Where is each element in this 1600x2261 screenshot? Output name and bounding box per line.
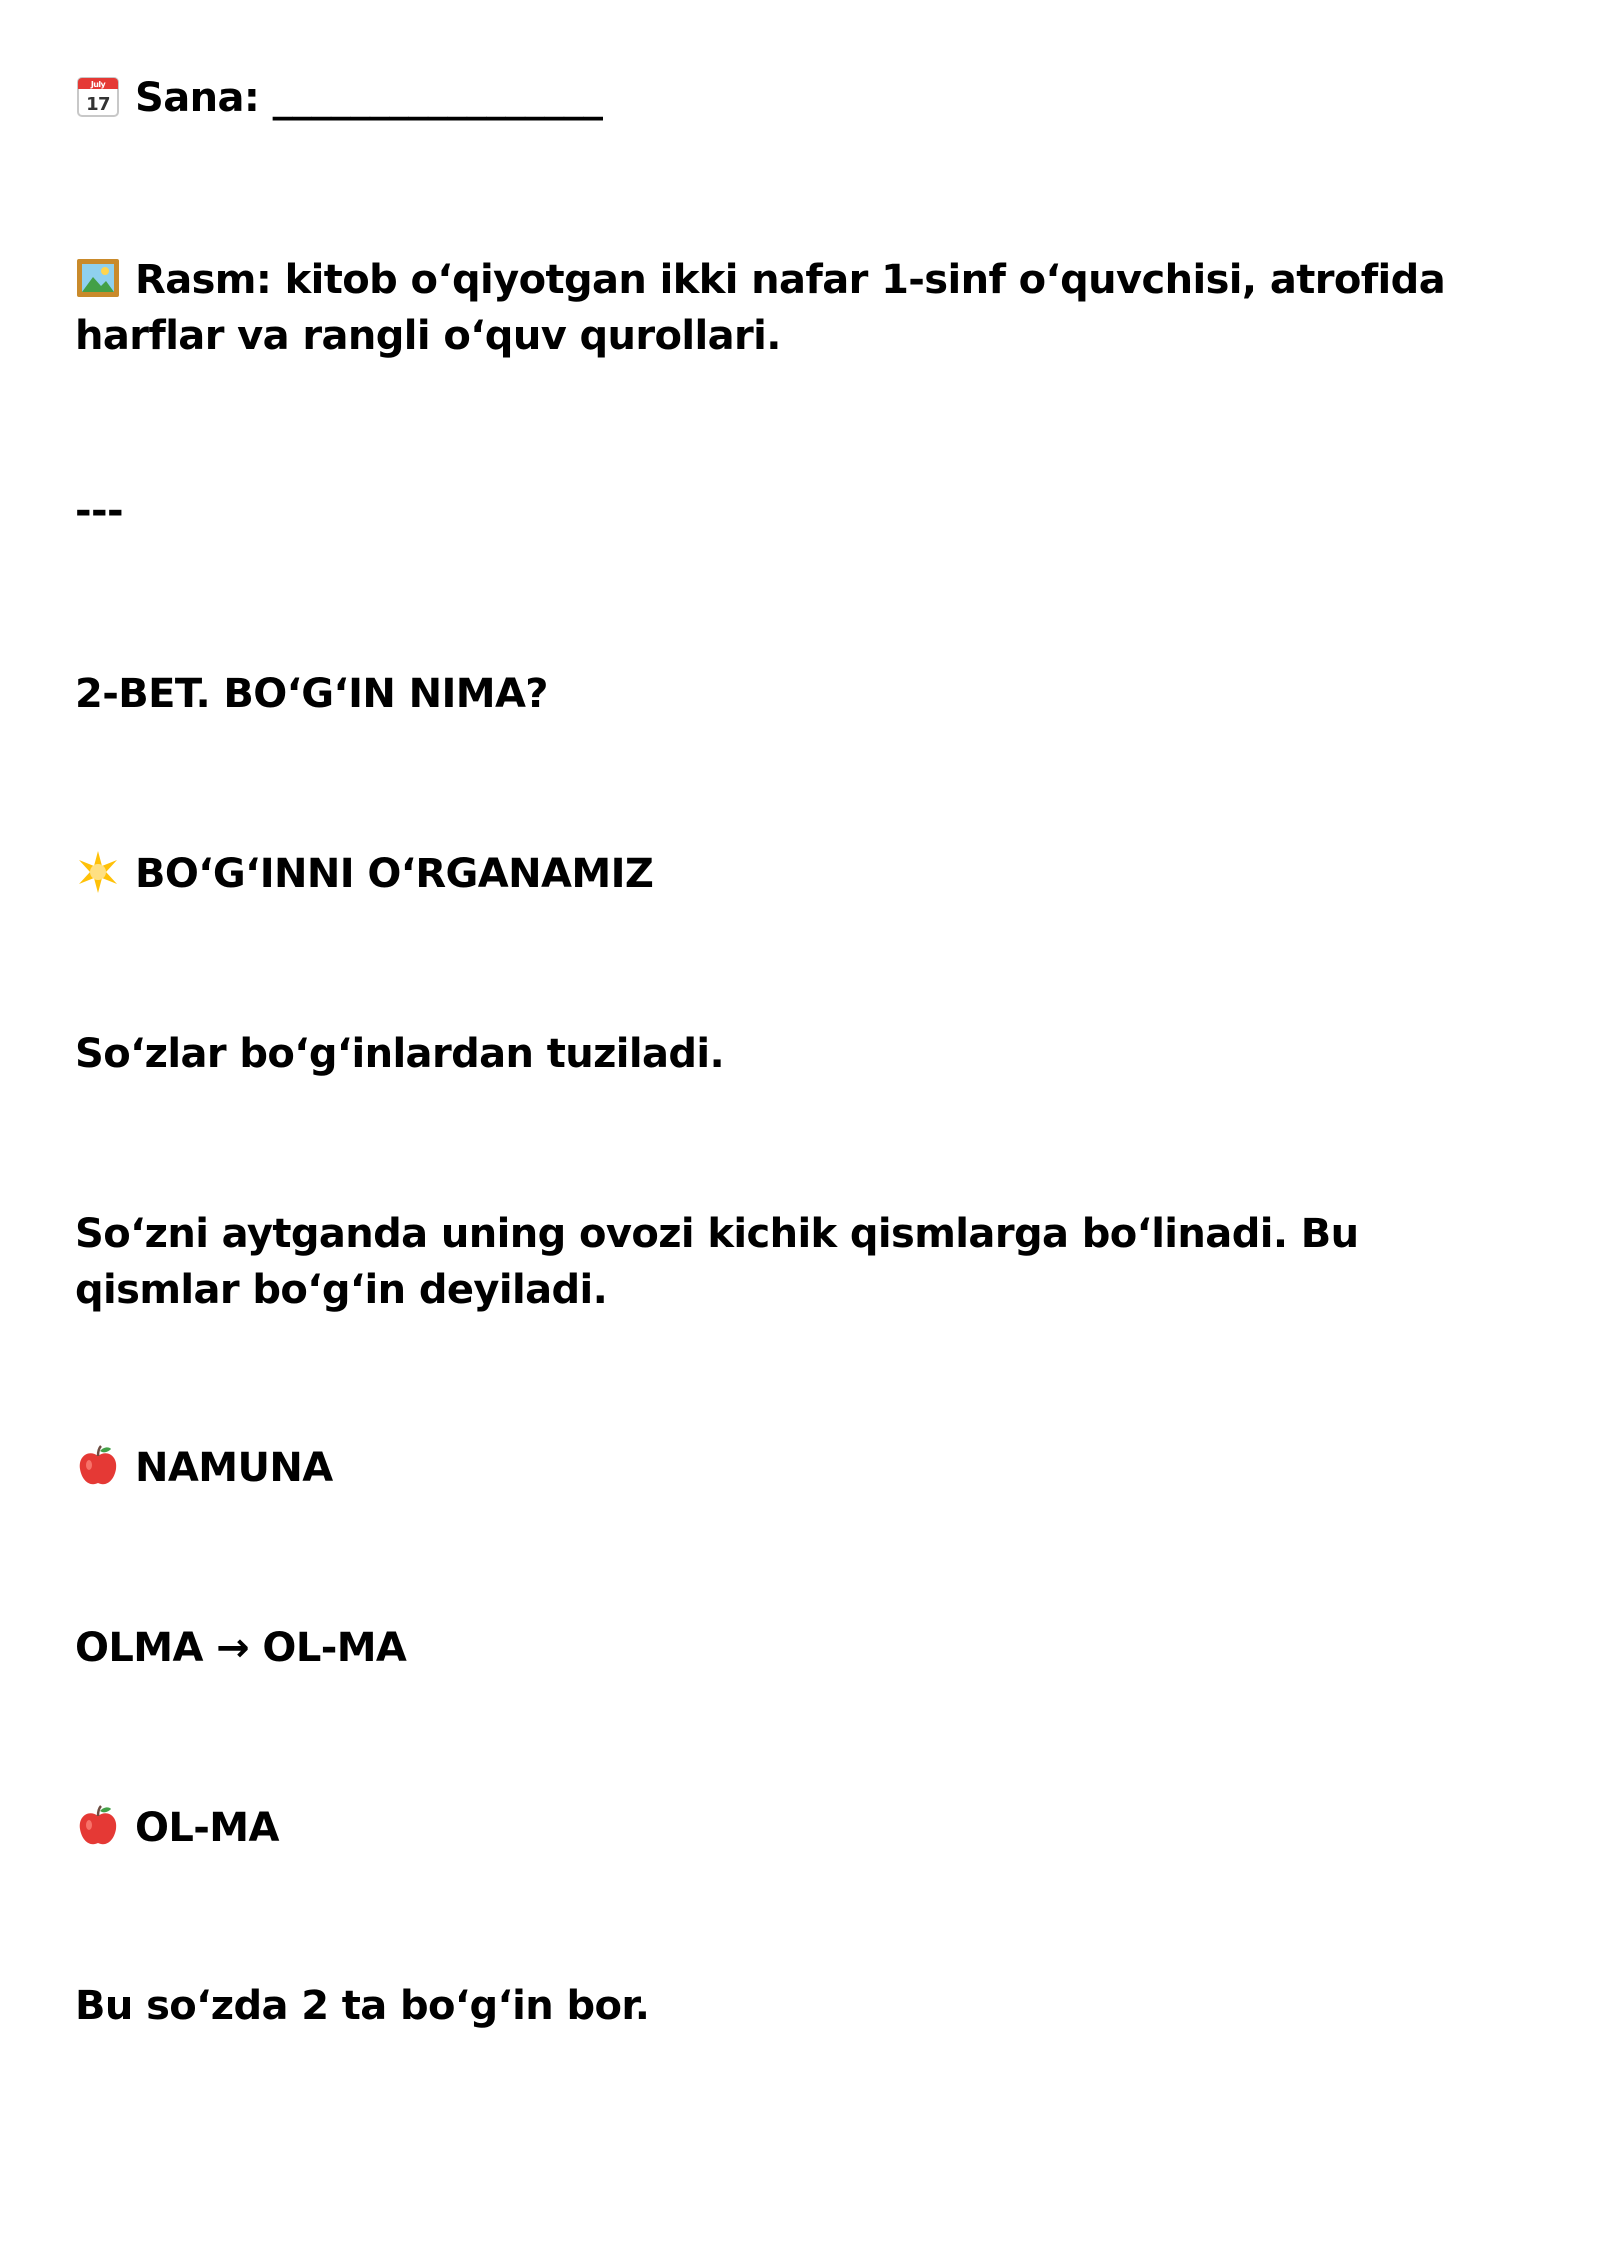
section-heading bbox=[75, 846, 1535, 902]
date-blank: _________________ bbox=[272, 75, 603, 121]
example-syllables-text: OL-MA bbox=[135, 1805, 279, 1851]
page-heading: 2-BET. BOʻGʻIN NIMA? bbox=[75, 671, 548, 717]
calendar-icon-day: 17 bbox=[86, 94, 110, 115]
example-heading bbox=[75, 1440, 1535, 1496]
paragraph-2: Soʻzni aytganda uning ovozi kichik qismlarga boʻlinadi. Bu qismlar boʻgʻin deyiladi. bbox=[75, 1211, 1359, 1313]
star-icon bbox=[75, 849, 121, 895]
example-split: OLMA → OL-MA bbox=[75, 1625, 407, 1671]
calendar-icon bbox=[75, 73, 121, 119]
image-note-text: Rasm: kitob oʻqiyotgan ikki nafar 1-sinf oʻquvchisi, atrofida harflar va rangli oʻquv qurollari. bbox=[75, 257, 1446, 359]
calendar-icon-month: July bbox=[90, 80, 106, 89]
image-note bbox=[75, 252, 1535, 364]
conclusion: Bu soʻzda 2 ta boʻgʻin bor. bbox=[75, 1983, 650, 2029]
example-heading-text: NAMUNA bbox=[135, 1445, 333, 1491]
apple-icon bbox=[75, 1443, 121, 1489]
example-syllables bbox=[75, 1800, 1535, 1856]
date-line bbox=[75, 70, 1535, 126]
section-heading-text: BOʻGʻINNI OʻRGANAMIZ bbox=[135, 851, 654, 897]
apple-icon bbox=[75, 1803, 121, 1849]
framed-picture-icon bbox=[75, 255, 121, 301]
date-label: Sana: bbox=[135, 75, 260, 121]
separator: --- bbox=[75, 488, 124, 534]
paragraph-1: Soʻzlar boʻgʻinlardan tuziladi. bbox=[75, 1031, 725, 1077]
